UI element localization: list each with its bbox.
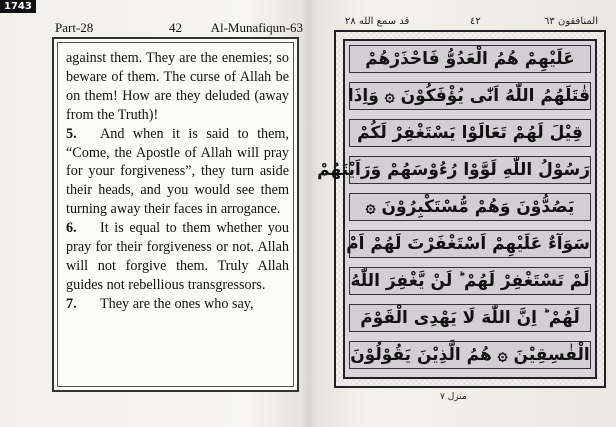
- page-id-badge: 1743: [0, 0, 36, 13]
- arabic-line: عَلَيْهِمْ هُمُ الْعَدُوُّ فَاحْذَرْهُمْ: [349, 45, 591, 73]
- arabic-line: سَوَآءٌ عَلَيْهِمْ اَسْتَغْفَرْتَ لَهُمْ اَمْ: [349, 230, 591, 258]
- surah-label: Al-Munafiqun-63: [210, 20, 303, 35]
- arabic-line: قٰتَلَهُمُ اللّٰهُ اَنّٰى يُؤْفَكُوْنَ ۞ وَاِذَا: [349, 82, 591, 110]
- arabic-line: قِيْلَ لَهُمْ تَعَالَوْا يَسْتَغْفِرْ لَكُمْ: [349, 119, 591, 147]
- page-number: 42: [169, 20, 182, 35]
- left-page-header: [55, 20, 303, 36]
- paragraph-text: against them. They are the enemies; so beware of them. The curse of Allah be on them! How are they deluded (away from the Truth)!: [66, 50, 289, 123]
- arabic-line: لَهُمْ ؕ اِنَّ اللّٰهَ لَا يَهْدِى الْقَوْمَ: [349, 304, 591, 332]
- arabic-line: لَمْ تَسْتَغْفِرْ لَهُمْ ؕ لَنْ يَّغْفِرَ اللّٰهُ: [349, 267, 591, 295]
- part-label: Part-28: [55, 20, 94, 35]
- arabic-text-panel: [317, 39, 597, 379]
- arabic-line: الْفٰسِقِيْنَ ۞ هُمُ الَّذِيْنَ يَقُوْلُوْنَ: [349, 341, 591, 369]
- paragraph: [66, 219, 289, 295]
- arabic-line: رَسُوْلُ اللّٰهِ لَوَّوْا رُءُوْسَهُمْ وَرَاَيْتَهُمْ: [349, 156, 591, 184]
- juz-label: قد سمع الله ٢٨: [345, 16, 410, 27]
- arabic-text-frame: [317, 30, 606, 388]
- paragraph-text: They are the ones who say,: [100, 295, 254, 312]
- paragraph: [66, 295, 289, 314]
- paragraph-text: And when it is said to them, “Come, the Apostle of Allah will pray for your forgiveness”, they turn aside their heads, and you would see them turning away their faces in arrogance.: [66, 125, 289, 218]
- english-text-frame: [52, 37, 299, 392]
- arabic-line: يَصُدُّوْنَ وَهُمْ مُّسْتَكْبِرُوْنَ ۞: [349, 193, 591, 221]
- arabic-surah-label: المنافقون ٦٣: [544, 16, 598, 27]
- arabic-page-number: ٤٢: [470, 16, 481, 27]
- verse-number: 6.: [66, 220, 77, 237]
- paragraph: [66, 125, 289, 220]
- verse-number: 7.: [66, 295, 77, 312]
- translation-text: [66, 49, 289, 314]
- verse-number: 5.: [66, 125, 77, 142]
- paragraph-text: It is equal to them whether you pray for their forgiveness or not. Allah will not forgive them. Truly Allah guides not rebellious transgressors.: [66, 220, 289, 293]
- manzil-footer: منزل ٧: [440, 392, 467, 402]
- paragraph: [66, 49, 289, 125]
